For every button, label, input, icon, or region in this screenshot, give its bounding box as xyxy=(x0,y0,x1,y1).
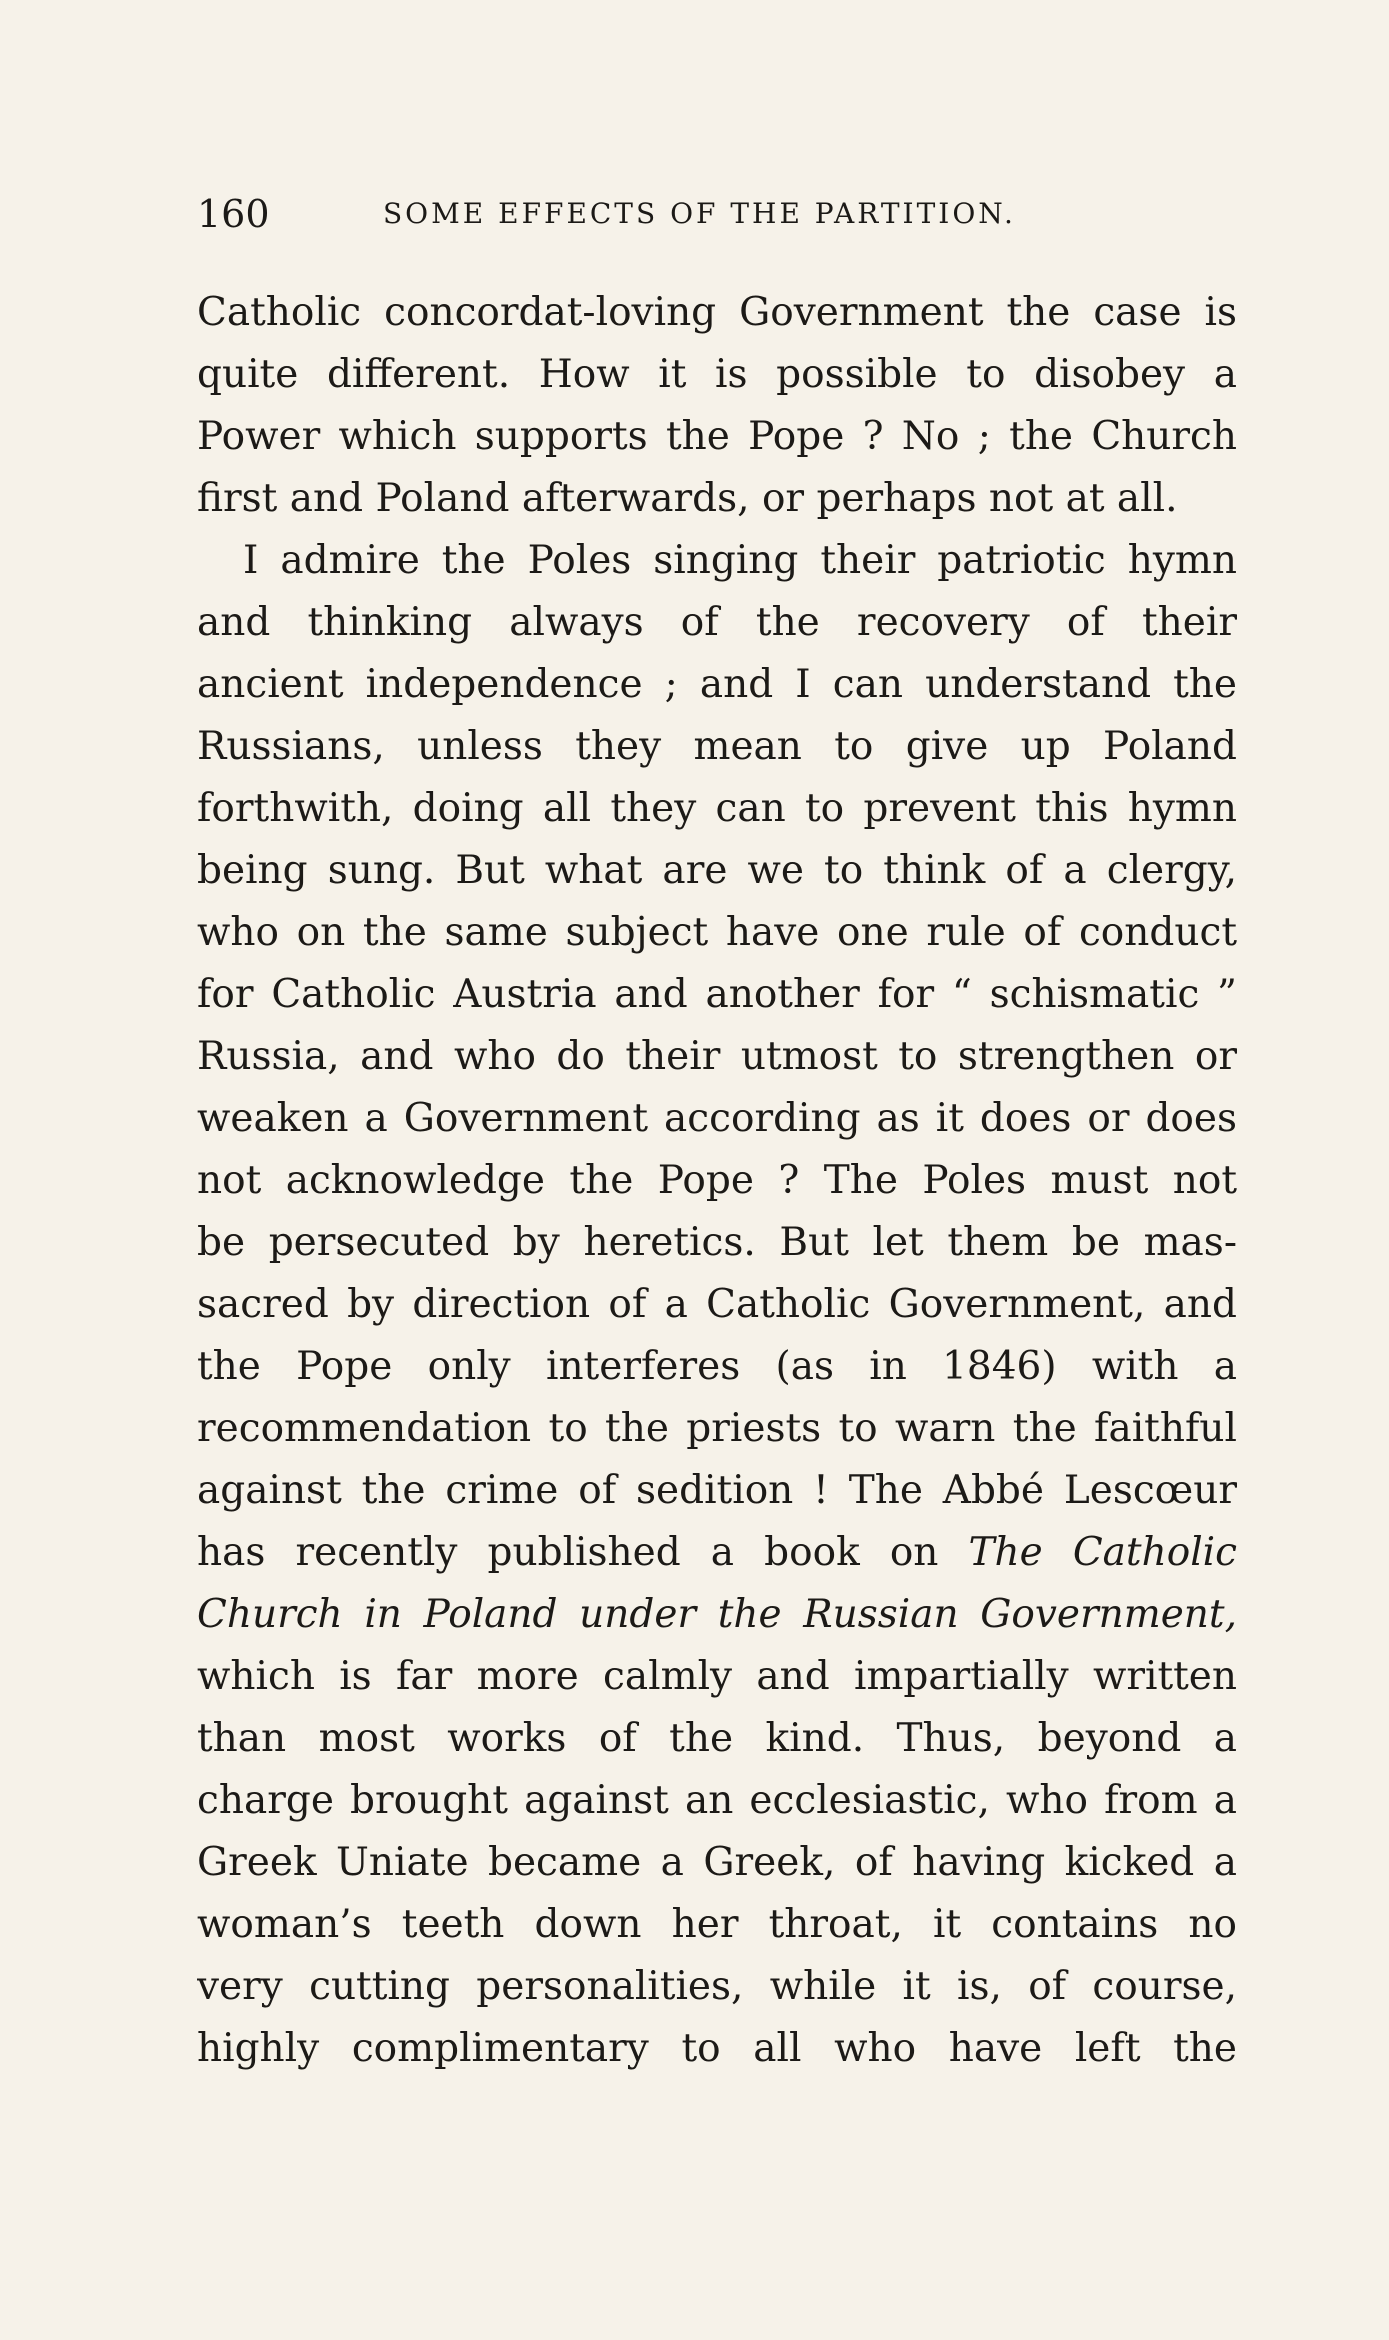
text-line: quite different. How it is possible to disobey a xyxy=(197,352,1237,397)
text-line: for Catholic Austria and another for “ schismatic ” xyxy=(197,972,1237,1017)
text-line: Greek Uniate became a Greek, of having kicked a xyxy=(197,1840,1237,1885)
text-line: recommendation to the priests to warn the faithful xyxy=(197,1406,1237,1451)
text-line: ancient independence ; and I can understand the xyxy=(197,662,1237,707)
text-line: weaken a Government according as it does or does xyxy=(197,1096,1237,1141)
body-text xyxy=(197,282,1237,2080)
text-line: forthwith, doing all they can to prevent this hymn xyxy=(197,786,1237,831)
text-line: Russia, and who do their utmost to strengthen or xyxy=(197,1034,1237,1079)
text-line: first and Poland afterwards, or perhaps not at all. xyxy=(197,476,1178,521)
text-line: Russians, unless they mean to give up Poland xyxy=(197,724,1237,769)
text-line: who on the same subject have one rule of conduct xyxy=(197,910,1237,955)
text-line: the Pope only interferes (as in 1846) with a xyxy=(197,1344,1237,1389)
text-line: woman’s teeth down her throat, it contains no xyxy=(197,1902,1237,1947)
text-line: than most works of the kind. Thus, beyond a xyxy=(197,1716,1237,1761)
text-line: Power which supports the Pope ? No ; the Church xyxy=(197,414,1237,459)
text-line: which is far more calmly and impartially written xyxy=(197,1654,1237,1699)
text-line: Catholic concordat-loving Government the case is xyxy=(197,290,1237,335)
text-line: I admire the Poles singing their patriotic hymn xyxy=(243,538,1237,583)
text-line: very cutting personalities, while it is, of course, xyxy=(197,1964,1237,2009)
text-line: be persecuted by heretics. But let them be mas- xyxy=(197,1220,1237,1265)
page-number: 160 xyxy=(197,192,270,236)
text-line: being sung. But what are we to think of a clergy, xyxy=(197,848,1237,893)
text-line: not acknowledge the Pope ? The Poles must not xyxy=(197,1158,1237,1203)
text-segment: has recently published a book on xyxy=(197,1530,939,1575)
book-title-segment: The Catholic xyxy=(968,1530,1237,1575)
text-line: and thinking always of the recovery of their xyxy=(197,600,1237,645)
text-line: sacred by direction of a Catholic Government, and xyxy=(197,1282,1237,1327)
text-line-with-title xyxy=(197,1522,1237,1584)
page-header xyxy=(197,184,1237,244)
text-line: Church in Poland under the Russian Government, xyxy=(197,1592,1237,1637)
text-line: highly complimentary to all who have left the xyxy=(197,2026,1237,2071)
text-line: charge brought against an ecclesiastic, who from a xyxy=(197,1778,1237,1823)
running-head: SOME EFFECTS OF THE PARTITION. xyxy=(383,197,1016,230)
text-line: against the crime of sedition ! The Abbé Lescœur xyxy=(197,1468,1237,1513)
